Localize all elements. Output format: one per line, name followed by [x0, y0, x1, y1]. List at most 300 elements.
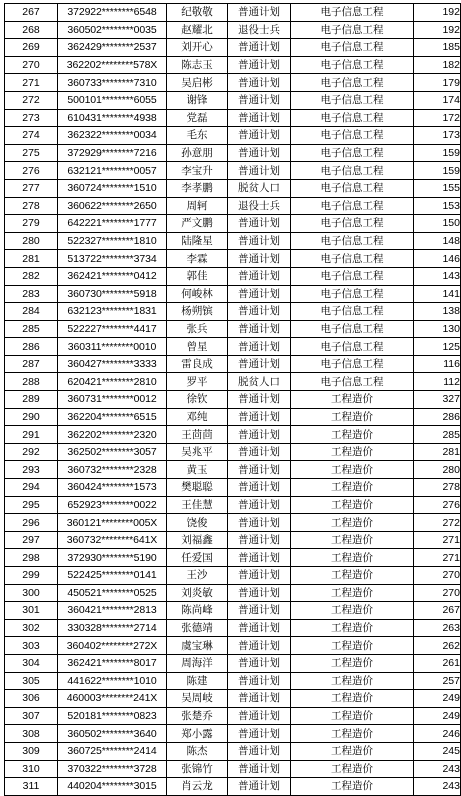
student-name-cell: 曾星: [167, 338, 228, 356]
score-cell: 245: [414, 742, 461, 760]
score-cell: 159: [414, 144, 461, 162]
table-row: [5, 197, 461, 215]
table-row: [5, 303, 461, 321]
major-cell: 电子信息工程: [291, 373, 414, 391]
row-number-cell: 280: [5, 232, 58, 250]
row-number-cell: 308: [5, 725, 58, 743]
table-row: [5, 215, 461, 233]
student-name-cell: 吴启彬: [167, 74, 228, 92]
row-number-cell: 302: [5, 619, 58, 637]
score-cell: 271: [414, 531, 461, 549]
major-cell: 工程造价: [291, 426, 414, 444]
student-name-cell: 郑小露: [167, 725, 228, 743]
score-cell: 179: [414, 74, 461, 92]
id-number-cell: 513722********3734: [58, 250, 167, 268]
table-row: [5, 479, 461, 497]
score-cell: 246: [414, 725, 461, 743]
score-cell: 116: [414, 355, 461, 373]
student-name-cell: 吴兆平: [167, 443, 228, 461]
table-row: [5, 408, 461, 426]
plan-type-cell: 普通计划: [228, 567, 291, 585]
student-name-cell: 张兵: [167, 320, 228, 338]
student-name-cell: 任爱国: [167, 549, 228, 567]
major-cell: 工程造价: [291, 672, 414, 690]
major-cell: 电子信息工程: [291, 285, 414, 303]
table-row: [5, 514, 461, 532]
table-row: [5, 549, 461, 567]
score-cell: 130: [414, 320, 461, 338]
id-number-cell: 610431********4938: [58, 109, 167, 127]
major-cell: 工程造价: [291, 461, 414, 479]
major-cell: 工程造价: [291, 619, 414, 637]
major-cell: 工程造价: [291, 707, 414, 725]
id-number-cell: 522425********0141: [58, 567, 167, 585]
major-cell: 工程造价: [291, 549, 414, 567]
score-cell: 153: [414, 197, 461, 215]
score-cell: 185: [414, 39, 461, 57]
row-number-cell: 298: [5, 549, 58, 567]
plan-type-cell: 退役士兵: [228, 21, 291, 39]
student-name-cell: 王茴茴: [167, 426, 228, 444]
id-number-cell: 652923********0022: [58, 496, 167, 514]
table-row: [5, 91, 461, 109]
plan-type-cell: 普通计划: [228, 654, 291, 672]
id-number-cell: 370322********3728: [58, 760, 167, 778]
score-cell: 155: [414, 179, 461, 197]
row-number-cell: 282: [5, 267, 58, 285]
table-row: [5, 179, 461, 197]
major-cell: 电子信息工程: [291, 21, 414, 39]
major-cell: 电子信息工程: [291, 338, 414, 356]
score-cell: 138: [414, 303, 461, 321]
id-number-cell: 372922********6548: [58, 4, 167, 22]
id-number-cell: 522327********1810: [58, 232, 167, 250]
table-row: [5, 162, 461, 180]
major-cell: 工程造价: [291, 584, 414, 602]
row-number-cell: 307: [5, 707, 58, 725]
id-number-cell: 360427********3333: [58, 355, 167, 373]
student-name-cell: 赵耀北: [167, 21, 228, 39]
plan-type-cell: 普通计划: [228, 742, 291, 760]
id-number-cell: 360311********0010: [58, 338, 167, 356]
id-number-cell: 360732********641X: [58, 531, 167, 549]
student-name-cell: 张楚乔: [167, 707, 228, 725]
row-number-cell: 284: [5, 303, 58, 321]
score-cell: 272: [414, 514, 461, 532]
student-name-cell: 刘福鑫: [167, 531, 228, 549]
plan-type-cell: 普通计划: [228, 232, 291, 250]
row-number-cell: 297: [5, 531, 58, 549]
row-number-cell: 271: [5, 74, 58, 92]
major-cell: 电子信息工程: [291, 250, 414, 268]
row-number-cell: 305: [5, 672, 58, 690]
row-number-cell: 290: [5, 408, 58, 426]
score-cell: 285: [414, 426, 461, 444]
student-name-cell: 毛东: [167, 127, 228, 145]
plan-type-cell: 普通计划: [228, 338, 291, 356]
student-name-cell: 刘开心: [167, 39, 228, 57]
score-cell: 112: [414, 373, 461, 391]
row-number-cell: 274: [5, 127, 58, 145]
major-cell: 工程造价: [291, 725, 414, 743]
score-cell: 172: [414, 109, 461, 127]
major-cell: 工程造价: [291, 514, 414, 532]
major-cell: 电子信息工程: [291, 39, 414, 57]
score-cell: 286: [414, 408, 461, 426]
row-number-cell: 295: [5, 496, 58, 514]
table-row: [5, 619, 461, 637]
id-number-cell: 362421********0412: [58, 267, 167, 285]
table-row: [5, 320, 461, 338]
table-row: [5, 144, 461, 162]
student-name-cell: 徐钦: [167, 391, 228, 409]
table-row: [5, 496, 461, 514]
table-row: [5, 567, 461, 585]
table-row: [5, 109, 461, 127]
plan-type-cell: 普通计划: [228, 91, 291, 109]
major-cell: 工程造价: [291, 778, 414, 796]
id-number-cell: 440204********3015: [58, 778, 167, 796]
table-row: [5, 778, 461, 796]
table-row: [5, 355, 461, 373]
id-number-cell: 360121********005X: [58, 514, 167, 532]
plan-type-cell: 普通计划: [228, 496, 291, 514]
major-cell: 工程造价: [291, 760, 414, 778]
table-row: [5, 725, 461, 743]
table-row: [5, 232, 461, 250]
plan-type-cell: 普通计划: [228, 320, 291, 338]
plan-type-cell: 普通计划: [228, 778, 291, 796]
student-name-cell: 罗平: [167, 373, 228, 391]
id-number-cell: 360622********2650: [58, 197, 167, 215]
major-cell: 工程造价: [291, 637, 414, 655]
id-number-cell: 360730********5918: [58, 285, 167, 303]
row-number-cell: 269: [5, 39, 58, 57]
score-cell: 150: [414, 215, 461, 233]
row-number-cell: 291: [5, 426, 58, 444]
plan-type-cell: 普通计划: [228, 408, 291, 426]
table-row: [5, 74, 461, 92]
score-cell: 192: [414, 4, 461, 22]
id-number-cell: 632121********0057: [58, 162, 167, 180]
table-row: [5, 267, 461, 285]
plan-type-cell: 普通计划: [228, 391, 291, 409]
plan-type-cell: 普通计划: [228, 725, 291, 743]
student-name-cell: 严文鹏: [167, 215, 228, 233]
plan-type-cell: 普通计划: [228, 162, 291, 180]
major-cell: 电子信息工程: [291, 91, 414, 109]
plan-type-cell: 普通计划: [228, 355, 291, 373]
major-cell: 工程造价: [291, 443, 414, 461]
table-row: [5, 637, 461, 655]
plan-type-cell: 脱贫人口: [228, 179, 291, 197]
score-cell: 249: [414, 707, 461, 725]
table-row: [5, 56, 461, 74]
score-cell: 174: [414, 91, 461, 109]
score-cell: 159: [414, 162, 461, 180]
id-number-cell: 360502********3640: [58, 725, 167, 743]
plan-type-cell: 普通计划: [228, 39, 291, 57]
student-name-cell: 李宝升: [167, 162, 228, 180]
table-row: [5, 4, 461, 22]
student-name-cell: 樊聪聪: [167, 479, 228, 497]
major-cell: 电子信息工程: [291, 56, 414, 74]
plan-type-cell: 普通计划: [228, 443, 291, 461]
plan-type-cell: 普通计划: [228, 127, 291, 145]
plan-type-cell: 普通计划: [228, 602, 291, 620]
plan-type-cell: 普通计划: [228, 672, 291, 690]
major-cell: 工程造价: [291, 602, 414, 620]
plan-type-cell: 普通计划: [228, 267, 291, 285]
score-cell: 267: [414, 602, 461, 620]
table-row: [5, 760, 461, 778]
plan-type-cell: 普通计划: [228, 584, 291, 602]
plan-type-cell: 普通计划: [228, 215, 291, 233]
row-number-cell: 270: [5, 56, 58, 74]
id-number-cell: 360402********272X: [58, 637, 167, 655]
row-number-cell: 277: [5, 179, 58, 197]
student-name-cell: 党磊: [167, 109, 228, 127]
plan-type-cell: 普通计划: [228, 303, 291, 321]
id-number-cell: 372930********5190: [58, 549, 167, 567]
plan-type-cell: 普通计划: [228, 74, 291, 92]
plan-type-cell: 普通计划: [228, 109, 291, 127]
plan-type-cell: 普通计划: [228, 707, 291, 725]
row-number-cell: 278: [5, 197, 58, 215]
major-cell: 电子信息工程: [291, 109, 414, 127]
plan-type-cell: 脱贫人口: [228, 373, 291, 391]
table-row: [5, 690, 461, 708]
major-cell: 电子信息工程: [291, 74, 414, 92]
student-name-cell: 黄玉: [167, 461, 228, 479]
plan-type-cell: 普通计划: [228, 619, 291, 637]
score-cell: 271: [414, 549, 461, 567]
student-name-cell: 张德靖: [167, 619, 228, 637]
row-number-cell: 293: [5, 461, 58, 479]
student-name-cell: 杨朔镔: [167, 303, 228, 321]
table-row: [5, 338, 461, 356]
major-cell: 电子信息工程: [291, 320, 414, 338]
plan-type-cell: 普通计划: [228, 56, 291, 74]
score-cell: 262: [414, 637, 461, 655]
student-name-cell: 邓纯: [167, 408, 228, 426]
major-cell: 工程造价: [291, 654, 414, 672]
table-row: [5, 584, 461, 602]
plan-type-cell: 普通计划: [228, 637, 291, 655]
plan-type-cell: 普通计划: [228, 285, 291, 303]
student-name-cell: 李孝鹏: [167, 179, 228, 197]
id-number-cell: 330328********2714: [58, 619, 167, 637]
score-cell: 173: [414, 127, 461, 145]
student-name-cell: 陈志玉: [167, 56, 228, 74]
student-name-cell: 郭佳: [167, 267, 228, 285]
score-cell: 281: [414, 443, 461, 461]
row-number-cell: 294: [5, 479, 58, 497]
student-name-cell: 周轲: [167, 197, 228, 215]
row-number-cell: 289: [5, 391, 58, 409]
major-cell: 电子信息工程: [291, 4, 414, 22]
id-number-cell: 360502********0035: [58, 21, 167, 39]
major-cell: 电子信息工程: [291, 197, 414, 215]
id-number-cell: 362202********578X: [58, 56, 167, 74]
score-cell: 270: [414, 567, 461, 585]
id-number-cell: 360725********2414: [58, 742, 167, 760]
row-number-cell: 279: [5, 215, 58, 233]
score-cell: 261: [414, 654, 461, 672]
student-name-cell: 陈建: [167, 672, 228, 690]
student-name-cell: 孙意朋: [167, 144, 228, 162]
id-number-cell: 520181********0823: [58, 707, 167, 725]
id-number-cell: 360421********2813: [58, 602, 167, 620]
student-name-cell: 陈尚峰: [167, 602, 228, 620]
score-cell: 327: [414, 391, 461, 409]
student-name-cell: 李霖: [167, 250, 228, 268]
major-cell: 电子信息工程: [291, 162, 414, 180]
score-cell: 146: [414, 250, 461, 268]
row-number-cell: 309: [5, 742, 58, 760]
id-number-cell: 500101********6055: [58, 91, 167, 109]
row-number-cell: 283: [5, 285, 58, 303]
score-cell: 192: [414, 21, 461, 39]
id-number-cell: 360424********1573: [58, 479, 167, 497]
score-cell: 278: [414, 479, 461, 497]
major-cell: 工程造价: [291, 496, 414, 514]
score-cell: 276: [414, 496, 461, 514]
id-number-cell: 450521********0525: [58, 584, 167, 602]
plan-type-cell: 普通计划: [228, 549, 291, 567]
table-row: [5, 127, 461, 145]
id-number-cell: 632123********1831: [58, 303, 167, 321]
student-name-cell: 刘炎敏: [167, 584, 228, 602]
table-row: [5, 443, 461, 461]
major-cell: 工程造价: [291, 742, 414, 760]
score-cell: 141: [414, 285, 461, 303]
id-number-cell: 362322********0034: [58, 127, 167, 145]
id-number-cell: 372929********7216: [58, 144, 167, 162]
plan-type-cell: 普通计划: [228, 760, 291, 778]
table-row: [5, 531, 461, 549]
major-cell: 电子信息工程: [291, 144, 414, 162]
major-cell: 电子信息工程: [291, 355, 414, 373]
major-cell: 电子信息工程: [291, 127, 414, 145]
plan-type-cell: 普通计划: [228, 531, 291, 549]
table-row: [5, 250, 461, 268]
major-cell: 电子信息工程: [291, 232, 414, 250]
row-number-cell: 300: [5, 584, 58, 602]
row-number-cell: 272: [5, 91, 58, 109]
plan-type-cell: 普通计划: [228, 690, 291, 708]
score-cell: 125: [414, 338, 461, 356]
table-row: [5, 285, 461, 303]
row-number-cell: 281: [5, 250, 58, 268]
row-number-cell: 285: [5, 320, 58, 338]
student-name-cell: 饶俊: [167, 514, 228, 532]
plan-type-cell: 普通计划: [228, 144, 291, 162]
row-number-cell: 276: [5, 162, 58, 180]
id-number-cell: 642221********1777: [58, 215, 167, 233]
score-cell: 280: [414, 461, 461, 479]
student-name-cell: 谢锋: [167, 91, 228, 109]
row-number-cell: 306: [5, 690, 58, 708]
major-cell: 工程造价: [291, 408, 414, 426]
score-cell: 270: [414, 584, 461, 602]
score-cell: 182: [414, 56, 461, 74]
plan-type-cell: 普通计划: [228, 4, 291, 22]
table-row: [5, 707, 461, 725]
admission-roster-table: [4, 3, 461, 796]
row-number-cell: 299: [5, 567, 58, 585]
student-name-cell: 虞宝琳: [167, 637, 228, 655]
id-number-cell: 620421********2810: [58, 373, 167, 391]
score-cell: 148: [414, 232, 461, 250]
row-number-cell: 301: [5, 602, 58, 620]
row-number-cell: 288: [5, 373, 58, 391]
id-number-cell: 362502********3057: [58, 443, 167, 461]
major-cell: 电子信息工程: [291, 303, 414, 321]
score-cell: 249: [414, 690, 461, 708]
row-number-cell: 292: [5, 443, 58, 461]
table-row: [5, 461, 461, 479]
table-row: [5, 39, 461, 57]
row-number-cell: 273: [5, 109, 58, 127]
student-name-cell: 王沙: [167, 567, 228, 585]
student-name-cell: 吴周岐: [167, 690, 228, 708]
row-number-cell: 303: [5, 637, 58, 655]
table-row: [5, 654, 461, 672]
plan-type-cell: 退役士兵: [228, 197, 291, 215]
id-number-cell: 362421********8017: [58, 654, 167, 672]
major-cell: 工程造价: [291, 567, 414, 585]
student-name-cell: 纪敬敬: [167, 4, 228, 22]
row-number-cell: 267: [5, 4, 58, 22]
row-number-cell: 304: [5, 654, 58, 672]
table-row: [5, 672, 461, 690]
table-row: [5, 426, 461, 444]
plan-type-cell: 普通计划: [228, 250, 291, 268]
plan-type-cell: 普通计划: [228, 461, 291, 479]
row-number-cell: 310: [5, 760, 58, 778]
major-cell: 电子信息工程: [291, 267, 414, 285]
table-row: [5, 742, 461, 760]
row-number-cell: 311: [5, 778, 58, 796]
table-row: [5, 21, 461, 39]
id-number-cell: 360731********0012: [58, 391, 167, 409]
id-number-cell: 360724********1510: [58, 179, 167, 197]
student-name-cell: 张锦竹: [167, 760, 228, 778]
id-number-cell: 362204********6515: [58, 408, 167, 426]
student-name-cell: 雷良成: [167, 355, 228, 373]
plan-type-cell: 普通计划: [228, 514, 291, 532]
id-number-cell: 362429********2537: [58, 39, 167, 57]
row-number-cell: 268: [5, 21, 58, 39]
student-name-cell: 周海洋: [167, 654, 228, 672]
plan-type-cell: 普通计划: [228, 479, 291, 497]
score-cell: 263: [414, 619, 461, 637]
student-name-cell: 肖云龙: [167, 778, 228, 796]
score-cell: 257: [414, 672, 461, 690]
id-number-cell: 522227********4417: [58, 320, 167, 338]
score-cell: 143: [414, 267, 461, 285]
major-cell: 工程造价: [291, 531, 414, 549]
major-cell: 工程造价: [291, 479, 414, 497]
major-cell: 工程造价: [291, 690, 414, 708]
plan-type-cell: 普通计划: [228, 426, 291, 444]
table-row: [5, 602, 461, 620]
major-cell: 电子信息工程: [291, 179, 414, 197]
id-number-cell: 362202********2320: [58, 426, 167, 444]
student-name-cell: 何峻林: [167, 285, 228, 303]
row-number-cell: 287: [5, 355, 58, 373]
